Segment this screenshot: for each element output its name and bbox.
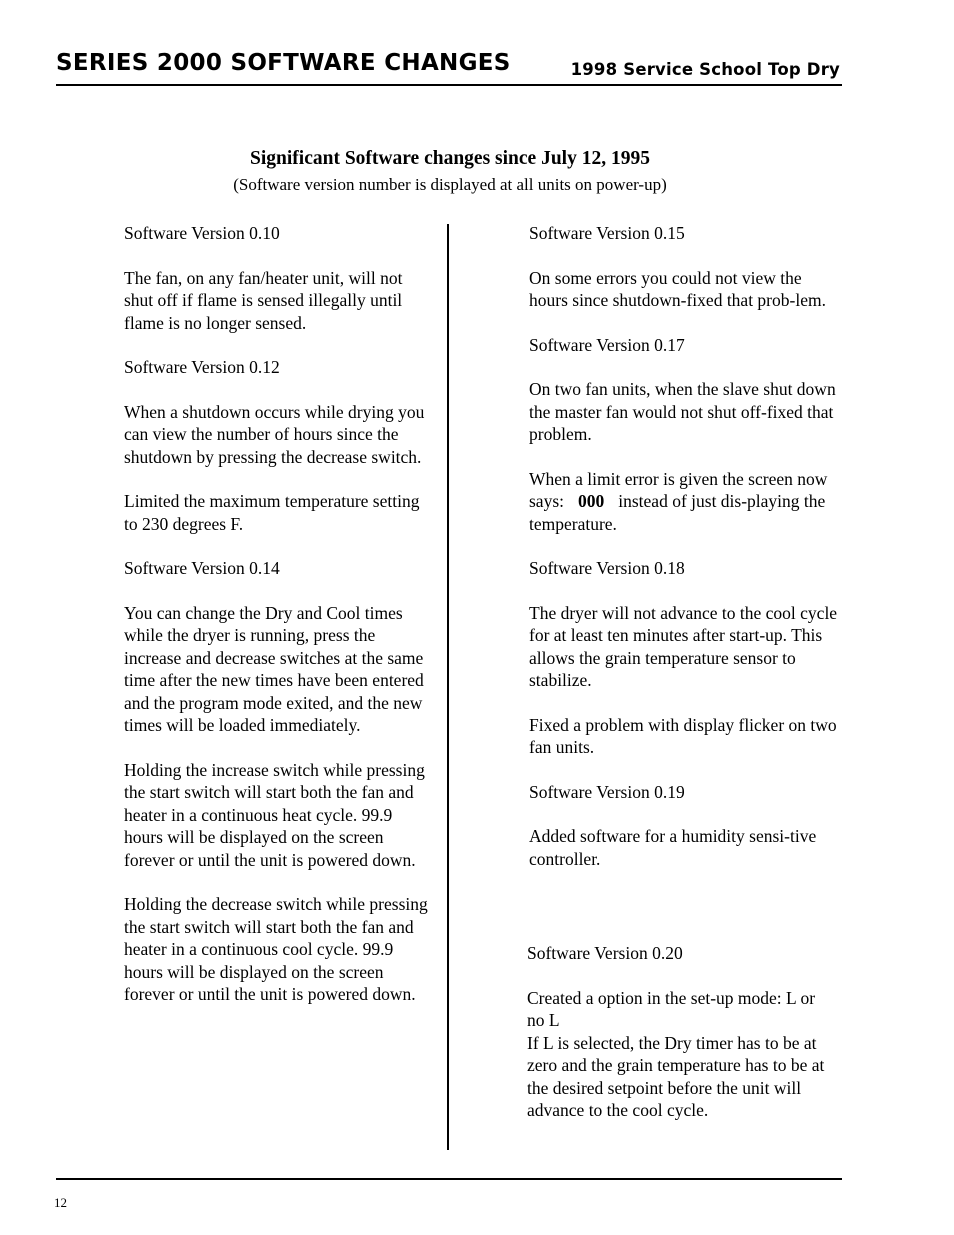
version-label: Software Version 0.19 (529, 781, 685, 802)
change-note: Added software for a humidity sensi-tive controller. (529, 826, 817, 869)
limit-error-code: 000 (578, 491, 605, 511)
header-rule (56, 84, 842, 86)
change-note: On two fan units, when the slave shut down the master fan would not shut off-fixed that problem. (529, 379, 836, 444)
change-note-text: instead of just dis-playing the temperature. (529, 491, 826, 534)
version-020-block (527, 942, 827, 1144)
section-heading: Significant Software changes since July 12, 1995 (250, 148, 650, 169)
version-label: Software Version 0.12 (124, 357, 280, 377)
page-header-subtitle: 1998 Service School Top Dry (570, 60, 840, 79)
version-label: Software Version 0.20 (527, 943, 683, 963)
change-note: When a shutdown occurs while drying you can view the number of hours since the shutdown by pressing the decrease switch. (124, 401, 425, 467)
left-column (124, 222, 434, 1028)
right-column (529, 222, 839, 892)
section-subheading: (Software version number is displayed at all units on power-up) (233, 175, 667, 194)
version-label: Software Version 0.15 (529, 223, 685, 243)
change-note: You can change the Dry and Cool times while the dryer is running, press the increase and decrease switches at the same time after the new times have been entered and the program mode exited, and the new times will be loaded immediately. (124, 602, 424, 735)
change-note: Created a option in the set-up mode: L or no L (527, 987, 816, 1030)
change-note: The fan, on any fan/heater unit, will not shut off if flame is sensed illegally until flame is no longer sensed. (124, 267, 403, 333)
change-note: Fixed a problem with display flicker on two fan units. (529, 714, 837, 757)
version-label: Software Version 0.10 (124, 223, 280, 243)
change-note (529, 468, 839, 536)
footer-rule (56, 1178, 842, 1180)
page-header-title: SERIES 2000 SOFTWARE CHANGES (56, 50, 511, 76)
change-note: Holding the decrease switch while pressing the start switch will start both the fan and heater in a continuous cool cycle. 99.9 hours will be displayed on the screen forever or until the unit is powered down. (124, 894, 428, 1004)
change-note: The dryer will not advance to the cool cycle for at least ten minutes after start-up. This allows the grain temperature sensor to stabilize. (529, 602, 838, 690)
change-note: Holding the increase switch while pressing the start switch will start both the fan and heater in a continuous heat cycle. 99.9 hours will be displayed on the screen forever or until the unit is powered down. (124, 759, 425, 870)
column-divider (447, 224, 449, 1150)
change-note-text: When a limit error is given the screen now says: (529, 468, 828, 511)
page-number: 12 (54, 1195, 67, 1210)
change-note: If L is selected, the Dry timer has to be at zero and the grain temperature has to be at the desired setpoint before the unit will advance to the cool cycle. (527, 1032, 825, 1120)
change-note: Limited the maximum temperature setting to 230 degrees F. (124, 491, 420, 534)
version-label: Software Version 0.14 (124, 558, 280, 578)
version-label: Software Version 0.18 (529, 558, 685, 578)
version-label: Software Version 0.17 (529, 334, 685, 355)
change-note: On some errors you could not view the hours since shutdown-fixed that prob-lem. (529, 267, 826, 310)
